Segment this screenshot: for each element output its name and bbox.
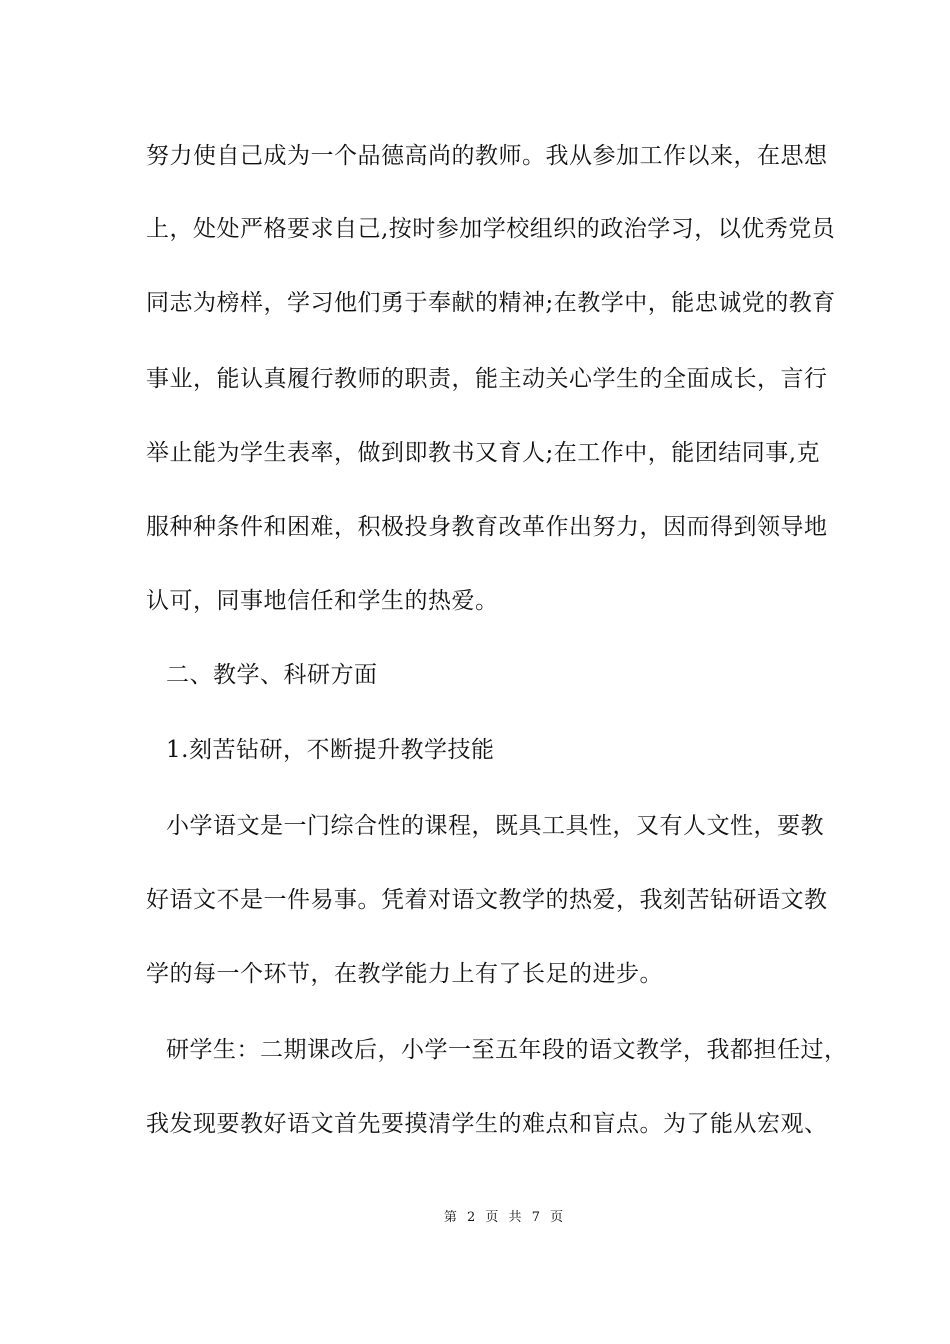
text-line-1: 努力使自己成为一个品德高尚的教师。我从参加工作以来，在思想	[146, 143, 828, 169]
text-line-10: 小学语文是一门综合性的课程，既具工具性，又有人文性，要教	[166, 813, 824, 839]
page-number-footer: 第 2 页 共 7 页	[443, 1210, 567, 1225]
text-line-2: 上，处处严格要求自己,按时参加学校组织的政治学习，以优秀党员	[146, 216, 836, 242]
text-line-3: 同志为榜样，学习他们勇于奉献的精神;在教学中，能忠诚党的教育	[146, 290, 836, 316]
text-line-13: 研学生：二期课改后，小学一至五年段的语文教学，我都担任过，	[166, 1037, 848, 1063]
text-line-5: 举止能为学生表率，做到即教书又育人;在工作中，能团结同事,克	[146, 440, 821, 466]
text-line-11: 好语文不是一件易事。凭着对语文教学的热爱，我刻苦钻研语文教	[146, 887, 828, 913]
text-line-12: 学的每一个环节，在教学能力上有了长足的进步。	[146, 961, 663, 987]
text-line-4: 事业，能认真履行教师的职责，能主动关心学生的全面成长，言行	[146, 366, 828, 392]
section-heading: 二、教学、科研方面	[166, 662, 378, 688]
subsection-heading: 1.刻苦钻研，不断提升教学技能	[166, 737, 495, 763]
text-line-7: 认可，同事地信任和学生的热爱。	[146, 588, 499, 614]
text-line-14: 我发现要教好语文首先要摸清学生的难点和盲点。为了能从宏观、	[146, 1111, 828, 1137]
text-line-6: 服种种条件和困难，积极投身教育改革作出努力，因而得到领导地	[146, 514, 828, 540]
